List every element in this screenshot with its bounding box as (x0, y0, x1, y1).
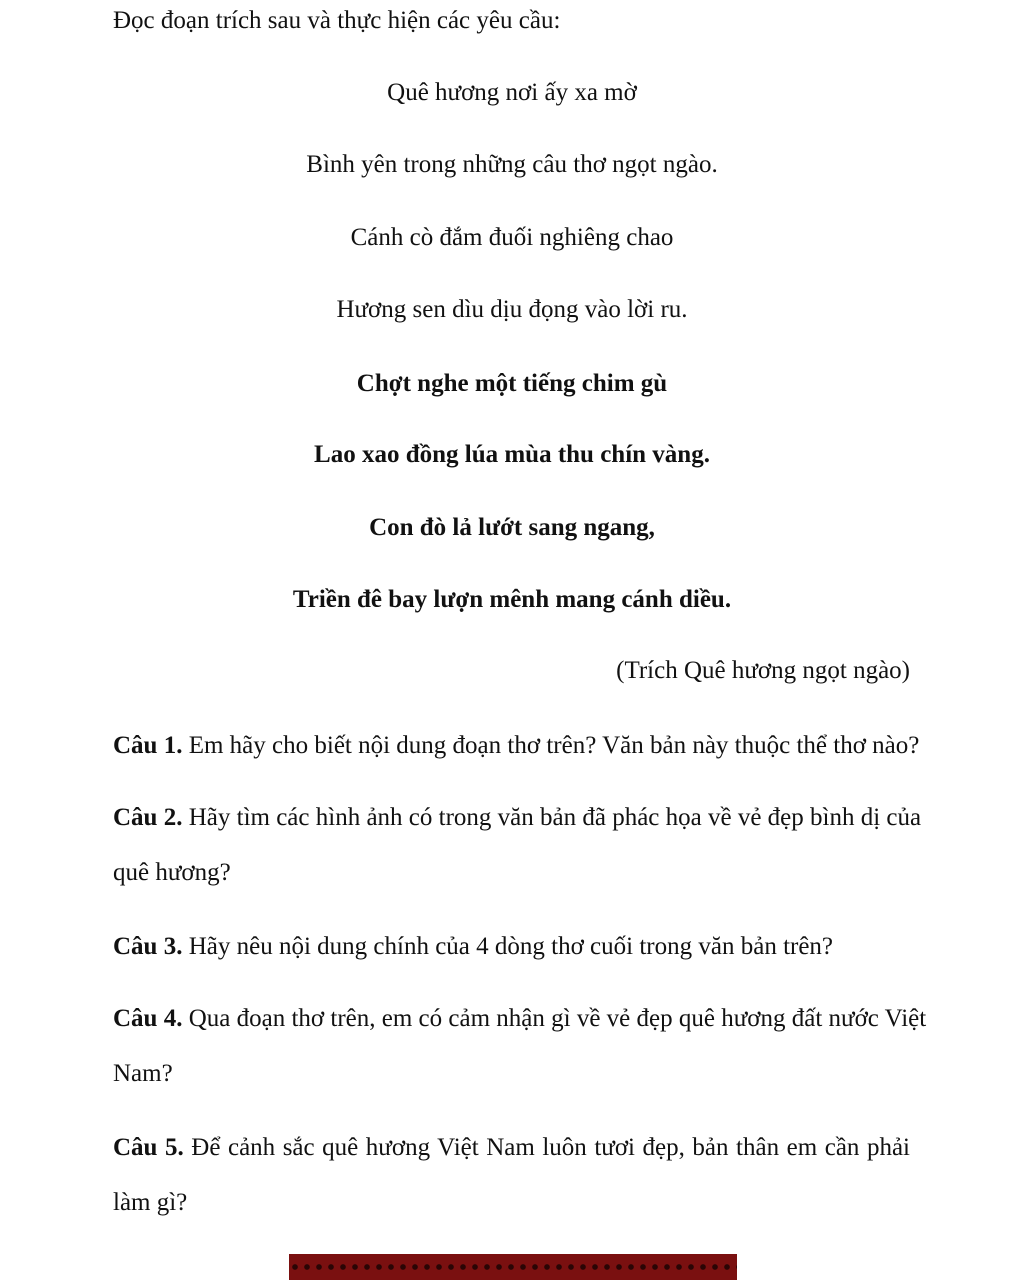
question-label: Câu 1. (113, 732, 183, 759)
question-text: Qua đoạn thơ trên, em có cảm nhận gì về vẻ đẹp quê hương đất nước Việt (182, 1005, 927, 1032)
question-2-continuation: quê hương? (113, 859, 231, 886)
poem-line-3: Cánh cò đắm đuối nghiêng chao (350, 224, 674, 251)
poem-source: (Trích Quê hương ngọt ngào) (616, 657, 910, 684)
question-4-continuation: Nam? (113, 1060, 173, 1087)
question-text: Để cảnh sắc quê hương Việt Nam luôn tươi đẹp, bản thân em cần phải (183, 1134, 910, 1161)
instruction-text: Đọc đoạn trích sau và thực hiện các yêu cầu: (113, 7, 561, 34)
poem-line-6: Lao xao đồng lúa mùa thu chín vàng. (314, 441, 710, 468)
question-1 (113, 733, 919, 758)
question-text: Hãy nêu nội dung chính của 4 dòng thơ cuối trong văn bản trên? (182, 933, 834, 960)
poem-line-5: Chợt nghe một tiếng chim gù (356, 370, 668, 397)
question-label: Câu 4. (113, 1005, 183, 1032)
question-label: Câu 2. (113, 804, 183, 831)
question-2 (113, 804, 922, 831)
poem-line-8: Triền đê bay lượn mênh mang cánh diều. (292, 586, 732, 613)
question-3 (113, 934, 833, 959)
poem-line-2: Bình yên trong những câu thơ ngọt ngào. (306, 151, 718, 178)
question-label: Câu 3. (113, 933, 183, 960)
poem-line-4: Hương sen dìu dịu đọng vào lời ru. (336, 296, 688, 323)
question-4 (113, 1005, 927, 1032)
poem-line-7: Con đò lả lướt sang ngang, (369, 514, 655, 541)
question-5-continuation: làm gì? (113, 1189, 188, 1216)
question-label: Câu 5. (113, 1134, 184, 1161)
question-text: Em hãy cho biết nội dung đoạn thơ trên? Văn bản này thuộc thể thơ nào? (182, 732, 920, 759)
decorative-border (289, 1254, 737, 1280)
question-text: Hãy tìm các hình ảnh có trong văn bản đã phác họa về vẻ đẹp bình dị của (182, 804, 922, 831)
question-5 (113, 1135, 910, 1160)
decorative-pattern (289, 1260, 737, 1274)
poem-line-1: Quê hương nơi ấy xa mờ (387, 79, 637, 106)
